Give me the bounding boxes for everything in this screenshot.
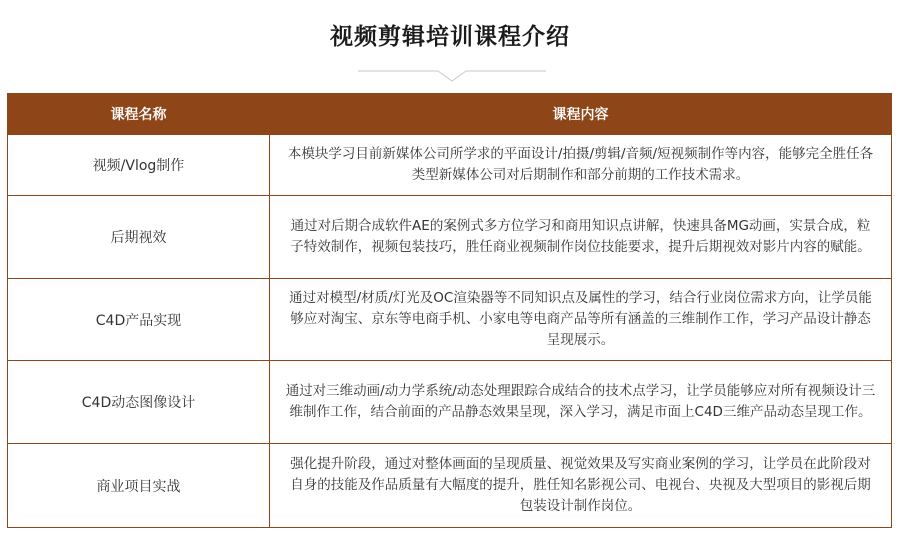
page-title: 视频剪辑培训课程介绍 [330, 24, 570, 50]
course-name-cell: 视频/Vlog制作 [8, 135, 270, 196]
course-content-text: 通过对三维动画/动力学系统/动态处理跟踪合成结合的技术点学习，让学员能够应对所有视频设计三维制作工作，结合前面的产品静态效果呈现，深入学习，满足市面上C4D三维产品动态呈现工作。 [285, 383, 876, 420]
course-content-cell [270, 361, 892, 444]
course-name-cell: 后期视效 [8, 196, 270, 279]
course-content-text: 强化提升阶段，通过对整体画面的呈现质量、视觉效果及写实商业案例的学习，让学员在此阶段对自身的技能及作品质量有大幅度的提升，胜任知名影视公司、电视台、央视及大型项目的影视后期包装设计制作岗位。 [290, 456, 871, 514]
course-name-cell: C4D产品实现 [8, 279, 270, 361]
course-content-cell [270, 444, 892, 528]
course-content-text: 通过对模型/材质/灯光及OC渲染器等不同知识点及属性的学习，结合行业岗位需求方向，让学员能够应对淘宝、京东等电商手机、小家电等电商产品等所有涵盖的三维制作工作，学习产品设计静态呈现展示。 [289, 290, 872, 348]
header-course-content: 课程内容 [270, 93, 892, 135]
course-content-cell [270, 135, 892, 196]
header-course-name: 课程名称 [8, 93, 270, 135]
title-divider [358, 70, 546, 84]
course-content-text: 本模块学习目前新媒体公司所学求的平面设计/拍摄/剪辑/音频/短视频制作等内容，能够完全胜任各类型新媒体公司对后期制作和部分前期的工作技术需求。 [287, 146, 874, 183]
course-content-text: 通过对后期合成软件AE的案例式多方位学习和商用知识点讲解，快速具备MG动画，实景合成，粒子特效制作，视频包装技巧，胜任商业视频制作岗位技能要求，提升后期视效对影片内容的赋能。 [290, 218, 871, 255]
course-table [7, 93, 892, 528]
table-row [8, 196, 892, 279]
course-content-cell [270, 279, 892, 361]
table-row [8, 444, 892, 528]
table-row [8, 361, 892, 444]
table-header-row [8, 93, 892, 135]
table-row [8, 135, 892, 196]
table-row [8, 279, 892, 361]
course-name-cell: C4D动态图像设计 [8, 361, 270, 444]
course-name-cell: 商业项目实战 [8, 444, 270, 528]
course-content-cell [270, 196, 892, 279]
